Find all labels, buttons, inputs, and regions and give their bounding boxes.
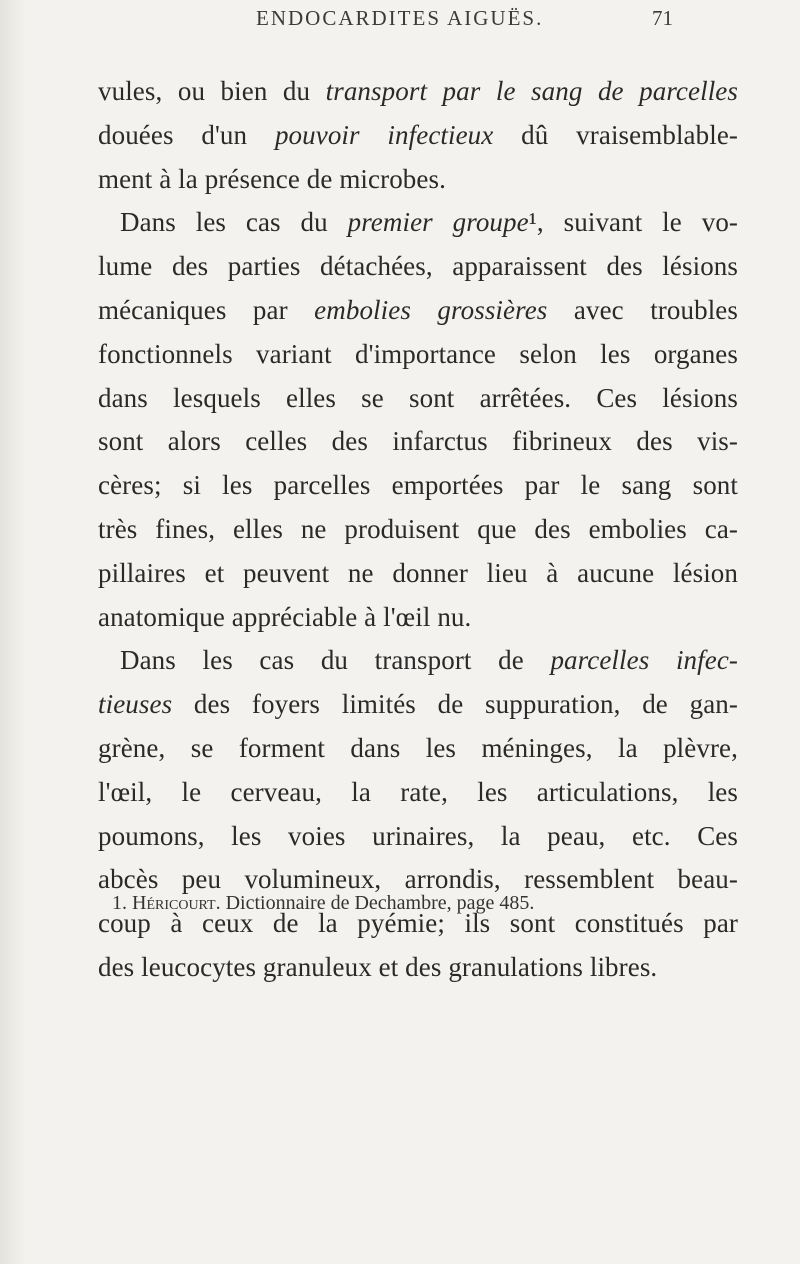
body-text xyxy=(98,70,738,990)
text-line: mécaniques par embolies grossières avec troubles xyxy=(98,294,738,325)
text-line: fonctionnels variant d'importance selon les organes xyxy=(98,338,738,369)
text-line: très fines, elles ne produisent que des embolies ca- xyxy=(98,513,738,544)
text-line: coup à ceux de la pyémie; ils sont constitués par xyxy=(98,908,738,939)
text-line: abcès peu volumineux, arrondis, ressemblent beau- xyxy=(98,864,738,895)
footnote-author: Héricourt xyxy=(132,892,216,914)
text-line: l'œil, le cerveau, la rate, les articulations, les xyxy=(98,776,738,807)
page-edge-shadow xyxy=(0,0,26,1264)
text-line: ment à la présence de microbes. xyxy=(98,163,446,194)
footnote xyxy=(112,892,534,915)
page-number: 71 xyxy=(652,6,673,30)
text-line: des leucocytes granuleux et des granulations libres. xyxy=(98,951,658,982)
text-line: Dans les cas du transport de parcelles infec- xyxy=(120,645,739,676)
text-line: vules, ou bien du transport par le sang de parcelles xyxy=(98,76,738,106)
text-line: poumons, les voies urinaires, la peau, etc. Ces xyxy=(98,820,738,851)
text-line: cères; si les parcelles emportées par le sang sont xyxy=(98,470,738,501)
text-line: Dans les cas du premier groupe¹, suivant le vo- xyxy=(120,207,739,238)
text-line: tieuses des foyers limités de suppuration, de gan- xyxy=(98,689,738,720)
footnote-text: . Dictionnaire de Dechambre, page 485. xyxy=(215,892,535,914)
text-line: pillaires et peuvent ne donner lieu à aucune lésion xyxy=(98,557,738,588)
text-line: sont alors celles des infarctus fibrineux des vis- xyxy=(98,426,738,457)
text-line: anatomique appréciable à l'œil nu. xyxy=(98,601,472,632)
footnote-number: 1. xyxy=(112,892,127,914)
text-line: douées d'un pouvoir infectieux dû vraisemblable- xyxy=(98,119,738,150)
text-line: lume des parties détachées, apparaissent des lésions xyxy=(98,251,738,282)
text-line: grène, se forment dans les méninges, la plèvre, xyxy=(98,732,738,763)
running-title: ENDOCARDITES AIGUËS. xyxy=(256,6,544,30)
running-head xyxy=(0,6,800,40)
text-line: dans lesquels elles se sont arrêtées. Ces lésions xyxy=(98,382,738,413)
